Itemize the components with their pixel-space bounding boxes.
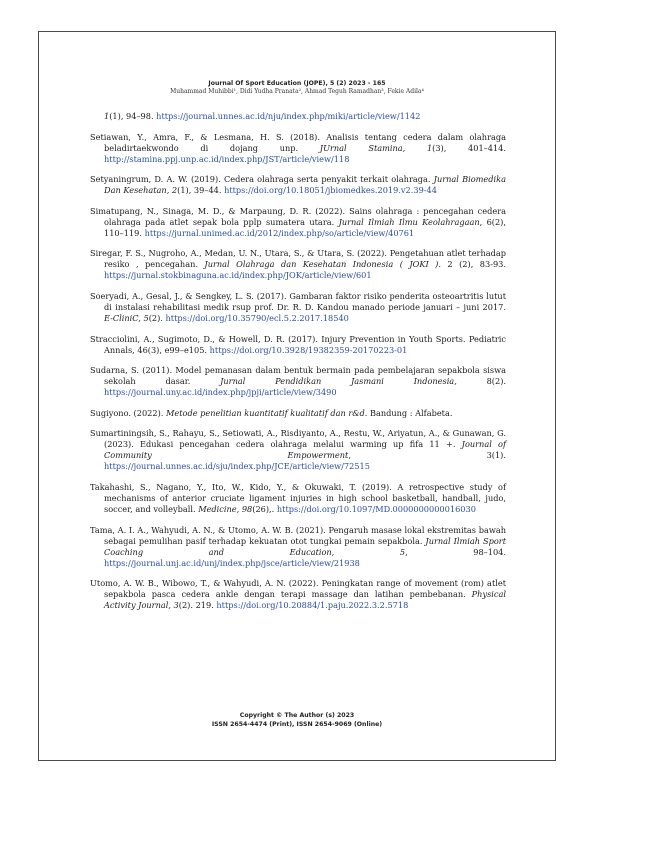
reference-source: Metode penelitian kuantitatif kualitatif dan r&d. [166, 407, 368, 418]
reference-link[interactable]: https://doi.org/10.20884/1.paju.2022.3.2.5718 [216, 600, 409, 611]
reference-details: Bandung : Alfabeta. [367, 407, 453, 418]
reference-details: (26),. [252, 503, 277, 514]
reference-text: Setiawan, Y., Amra, F., & Lesmana, H. S. (2018). Analisis tentang cedera dalam olahraga beladirtaekwondo di dojang unp. [90, 131, 506, 153]
reference-details: (2). [148, 312, 166, 323]
reference-link[interactable]: https://doi.org/10.3928/19382359-20170223-01 [209, 344, 408, 355]
reference-text: Utomo, A. W. B., Wibowo, T., & Wahyudi, A. N. (2022). Peningkatan range of movement (rom) atlet sepakbola pasca cedera ankle dengan terapi massage dan latihan pembebanan. [90, 578, 506, 600]
reference-text: Setyaningrum, D. A. W. (2019). Cedera olahraga serta penyakit terkait olahraga. [90, 174, 434, 185]
reference-link[interactable]: https://jurnal.stokbinaguna.ac.id/index.php/JOK/article/view/601 [104, 270, 372, 281]
reference-link[interactable]: https://journal.unnes.ac.id/sju/index.php/JCE/article/view/72515 [104, 461, 370, 472]
reference-details: , 3(1). [348, 450, 506, 461]
reference-text: Stracciolini, A., Sugimoto, D., & Howell, D. R. (2017). Injury Prevention in Youth Sports. Pediatric Annals, 46(3), e99–e105. [90, 333, 506, 355]
reference-entry [90, 132, 506, 165]
reference-source: Medicine, 98 [198, 503, 253, 514]
reference-text: Sugiyono. (2022). [90, 407, 166, 418]
reference-source: Physical Activity Journal, 3 [104, 589, 506, 611]
reference-text: Takahashi, S., Nagano, Y., Ito, W., Kido, Y., & Okuwaki, T. (2019). A retrospective study of mechanisms of anterior cruciate ligament injuries in high school basketball, handball, judo, soccer, and volleyball. [90, 481, 506, 514]
reference-entry [90, 525, 506, 569]
reference-source: E-CliniC, 5 [104, 312, 149, 323]
reference-text: Siregar, F. S., Nugroho, A., Medan, U. N., Utara, S., & Utara, S. (2022). Pengetahuan atlet terhadap resiko , pencegahan. [90, 248, 506, 270]
reference-source: Journal of Community Empowerment [104, 439, 506, 461]
reference-source: Jurnal Biomedika Dan Kesehatan, 2 [104, 174, 506, 196]
reference-details: 8(2). [456, 376, 506, 387]
reference-details: , 98–104. [405, 546, 506, 557]
reference-entry [90, 291, 506, 324]
reference-details: (1), 39–44. [177, 185, 225, 196]
reference-link[interactable]: https://doi.org/10.18051/jbiomedkes.2019.v2.39-44 [224, 185, 437, 196]
running-header [38, 80, 556, 96]
reference-details: 2 (2), 83-93. [440, 259, 506, 270]
reference-details: , 6(2), 110–119. [104, 216, 506, 238]
reference-link[interactable]: https://journal.unnes.ac.id/nju/index.php/miki/article/view/1142 [156, 111, 421, 121]
journal-title: Journal Of Sport Education (JOPE), 5 (2) 2023 - 165 [208, 80, 386, 87]
reference-link[interactable]: https://doi.org/10.1097/MD.0000000000016030 [276, 503, 476, 514]
reference-entry [90, 365, 506, 398]
reference-details: (3), 401–414. [432, 142, 506, 153]
reference-list [90, 111, 506, 621]
reference-entry [90, 428, 506, 472]
reference-text: Tama, A. I. A., Wahyudi, A. N., & Utomo, A. W. B. (2021). Pengaruh masase lokal ekstremitas bawah sebagai pemulihan pasif terhadap kekuatan otot tungkai pemain sepakbola. [90, 524, 506, 546]
reference-source: Jurnal Pendidikan Jasmani Indonesia, [220, 376, 457, 387]
reference-text: Soeryadi, A., Gesal, J., & Sengkey, L. S. (2017). Gambaran faktor risiko penderita osteoartritis lutut di instalasi rehabilitasi medik rsup prof. Dr. R. D. Kandou manado periode januari – juni 2017. [90, 290, 506, 312]
reference-source: 1 [104, 111, 110, 121]
copyright-notice: Copyright © The Author (s) 2023 [239, 712, 355, 719]
reference-link[interactable]: https://jurnal.unimed.ac.id/2012/index.php/so/article/view/40761 [144, 227, 415, 238]
reference-entry [90, 111, 506, 122]
reference-source: Jurnal Olahraga dan Kesehatan Indonesia ( JOKI ). [204, 259, 441, 270]
reference-entry [90, 482, 506, 515]
reference-link[interactable]: https://doi.org/10.35790/ecl.5.2.2017.18540 [165, 312, 349, 323]
reference-details: (2). 219. [178, 600, 217, 611]
reference-entry [90, 334, 506, 356]
reference-text: Simatupang, N., Sinaga, M. D., & Marpaung, D. R. (2022). Sains olahraga : pencegahan cedera olahraga pada atlet sepak bola pplp sumatera utara. [90, 205, 506, 227]
reference-link[interactable]: http://stamina.ppj.unp.ac.id/index.php/JST/article/view/118 [104, 153, 350, 164]
reference-entry [90, 174, 506, 196]
reference-source: JUrnal Stamina, 1 [319, 142, 433, 153]
reference-details: (1), 94–98. [109, 111, 157, 121]
reference-entry [90, 248, 506, 281]
reference-link[interactable]: https://journal.uny.ac.id/index.php/jpji/article/view/3490 [104, 387, 337, 398]
page-footer [38, 711, 556, 729]
issn-line: ISSN 2654-4474 (Print), ISSN 2654-9069 (Online) [211, 721, 383, 728]
reference-source: Jurnal Ilmiah Sport Coaching and Education, 5 [104, 535, 506, 557]
author-list: Muhammad Muhibbi¹, Didi Yudha Pranata², Ahmad Teguh Ramadhan³, Fekie Adila⁴ [170, 88, 424, 95]
reference-source: Jurnal Ilmiah Ilmu Keolahragaan [338, 216, 480, 227]
reference-link[interactable]: https://journal.unj.ac.id/unj/index.php/jsce/article/view/21938 [104, 557, 360, 568]
reference-text: Sumartiningsih, S., Rahayu, S., Setiowati, A., Risdiyanto, A., Restu, W., Ariyatun, A., & Gunawan, G. (2023). Edukasi pencegahan cedera olahraga melalui warming up fifa 11 +. [90, 428, 506, 450]
reference-entry [90, 408, 506, 419]
reference-entry [90, 206, 506, 239]
reference-text: Sudarna, S. (2011). Model pemanasan dalam bentuk bermain pada pembelajaran sepakbola siswa sekolah dasar. [90, 365, 506, 387]
reference-entry [90, 578, 506, 611]
